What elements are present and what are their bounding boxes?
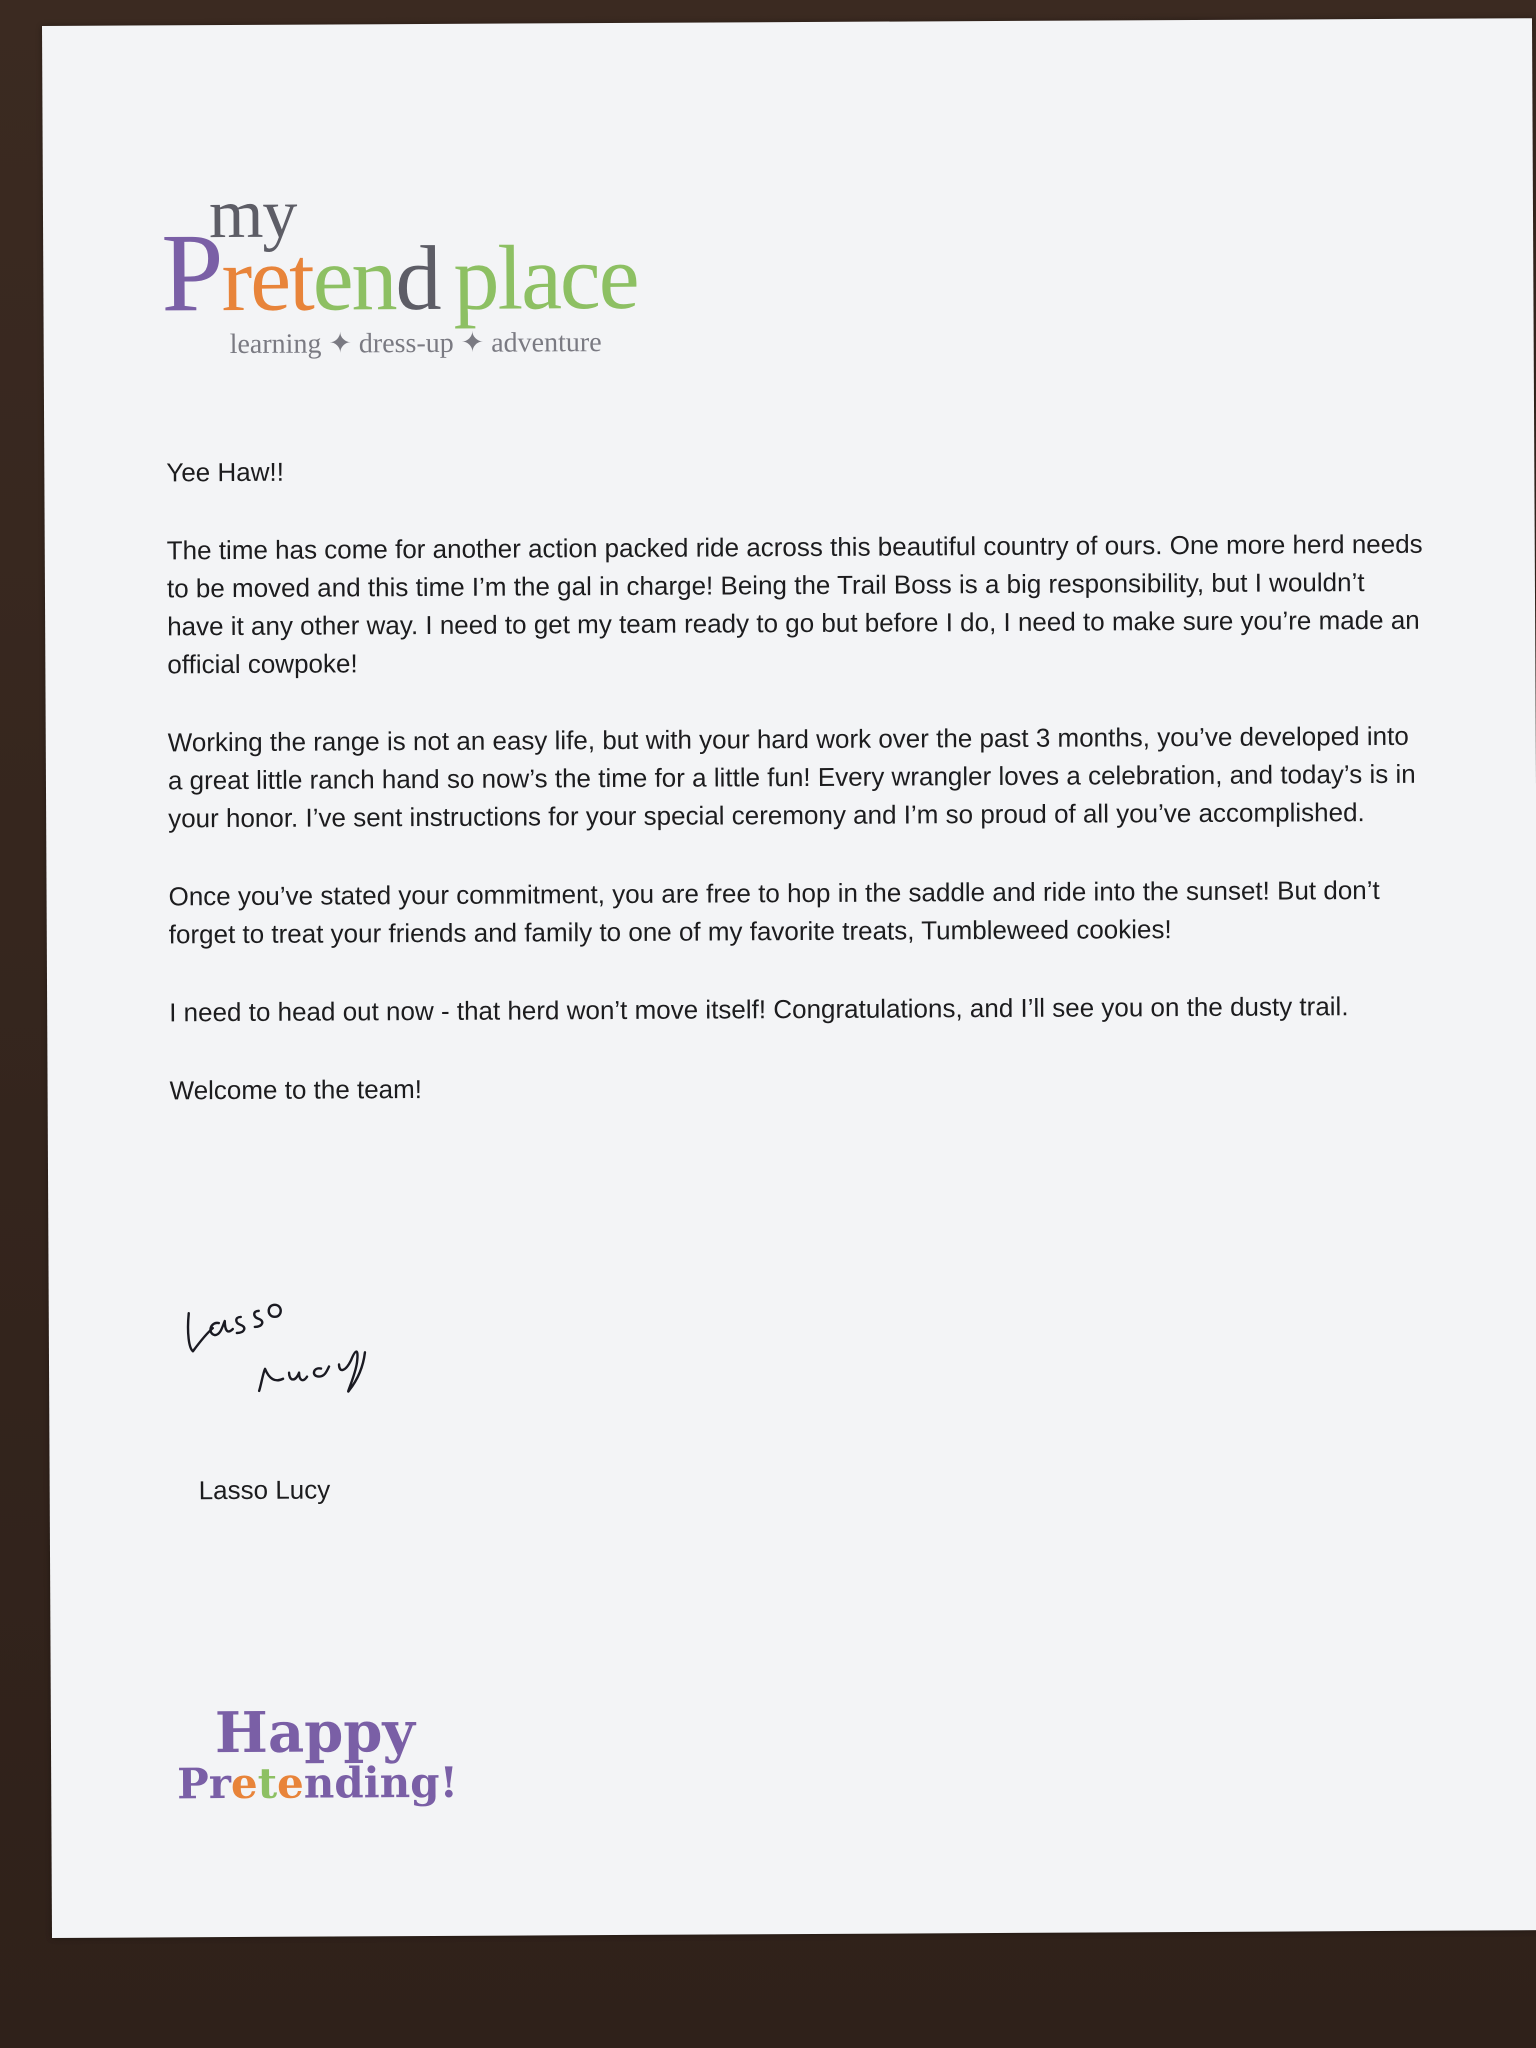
logo-letter-p: P: [160, 211, 222, 336]
footer-pretending-part-1: Pr: [177, 1759, 232, 1809]
letter-paragraph-1: The time has come for another action packed ride across this beautiful country of ours. One more herd needs to be moved and this time I’m the gal in charge! Being the Trail Boss is a big responsibility, but I wouldn’t have it any other way. I need to get my team ready to go but before I do, I need to make sure you’re made an official cowpoke!: [166, 528, 1423, 680]
handwritten-signature: [179, 1272, 470, 1404]
logo-part-ret: ret: [221, 227, 313, 331]
logo-part-en: en: [312, 227, 396, 330]
letter-paragraph-2: Working the range is not an easy life, but with your hard work over the past 3 months, you’ve developed into a great little ranch hand so now’s the time for a little fun! Every wrangler loves a celebration, and today’s is in your honor. I’ve sent instructions for your special ceremony and I’m so proud of all you’ve accomplished.: [167, 720, 1416, 834]
logo-part-place: place: [453, 225, 638, 329]
footer-pretending-part-5: nding!: [303, 1757, 459, 1808]
footer-pretending-part-3: t: [257, 1758, 278, 1808]
letter-paragraph-3: Once you’ve stated your commitment, you are free to hop in the saddle and ride into the sunset! But don’t forget to treat your friends and family to one of my favorite treats, Tumbleweed cookies!: [168, 875, 1380, 950]
footer-happy-text: Happy: [214, 1699, 416, 1767]
letter-body: [166, 447, 1430, 1150]
letter-greeting: Yee Haw!!: [166, 456, 284, 488]
footer-pretending-text: [177, 1757, 459, 1809]
letter-closing: Welcome to the team!: [169, 1074, 423, 1106]
logo-part-d: d: [395, 226, 440, 330]
logo-my-text: my: [208, 175, 297, 254]
footer-pretending-part-2: e: [230, 1758, 258, 1809]
my-pretend-place-logo: [161, 173, 682, 376]
logo-tagline: learning ✦ dress-up ✦ adventure: [229, 327, 602, 361]
letter-paragraph-4: I need to head out now - that herd won’t move itself! Congratulations, and I’ll see you on the dusty trail.: [169, 991, 1349, 1028]
letter-page: [42, 18, 1536, 1938]
footer-pretending-part-4: e: [276, 1758, 304, 1808]
signer-name: Lasso Lucy: [198, 1474, 331, 1506]
